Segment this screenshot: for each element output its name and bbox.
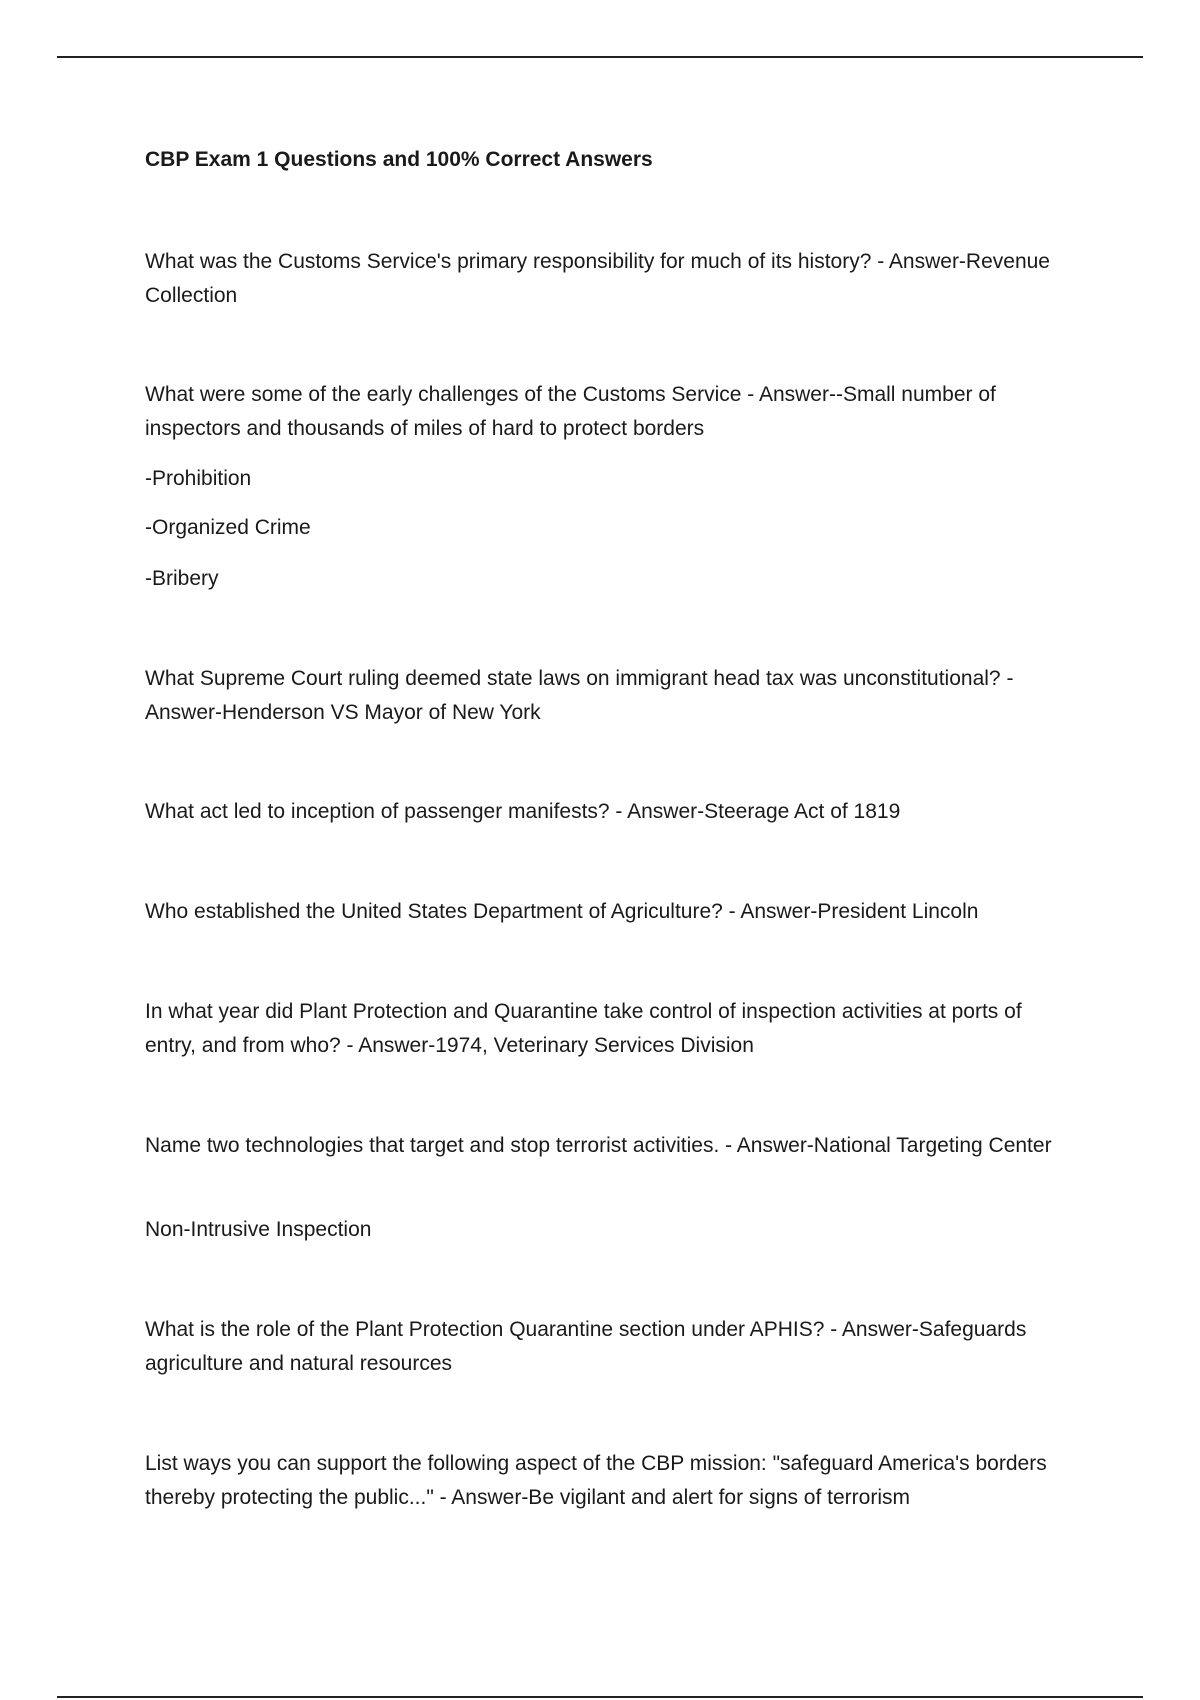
list-item: -Bribery (145, 567, 219, 590)
document-title: CBP Exam 1 Questions and 100% Correct Answers (145, 148, 653, 171)
list-item: -Prohibition (145, 467, 252, 490)
qa-item: In what year did Plant Protection and Quarantine take control of inspection activities at ports of entry, and from who? - Answer-1974, Veterinary Services Division (145, 1000, 1022, 1057)
top-divider (57, 56, 1143, 58)
qa-item: What was the Customs Service's primary responsibility for much of its history? - Answer-Revenue Collection (145, 250, 1050, 307)
qa-item: What were some of the early challenges of the Customs Service - Answer--Small number of inspectors and thousands of miles of hard to protect borders (145, 383, 996, 440)
qa-item: What Supreme Court ruling deemed state laws on immigrant head tax was unconstitutional? - Answer-Henderson VS Mayor of New York (145, 667, 1014, 724)
list-item: -Organized Crime (145, 516, 311, 539)
qa-item: What is the role of the Plant Protection Quarantine section under APHIS? - Answer-Safeguards agriculture and natural resources (145, 1318, 1027, 1375)
qa-item: Name two technologies that target and stop terrorist activities. - Answer-National Targeting Center (145, 1134, 1052, 1157)
qa-item: Who established the United States Department of Agriculture? - Answer-President Lincoln (145, 900, 979, 923)
qa-item: What act led to inception of passenger manifests? - Answer-Steerage Act of 1819 (145, 800, 901, 823)
qa-item: List ways you can support the following aspect of the CBP mission: "safeguard America's borders thereby protecting the public..." - Answer-Be vigilant and alert for signs of terrorism (145, 1452, 1047, 1509)
list-item: Non-Intrusive Inspection (145, 1218, 372, 1241)
bottom-divider (57, 1696, 1143, 1698)
